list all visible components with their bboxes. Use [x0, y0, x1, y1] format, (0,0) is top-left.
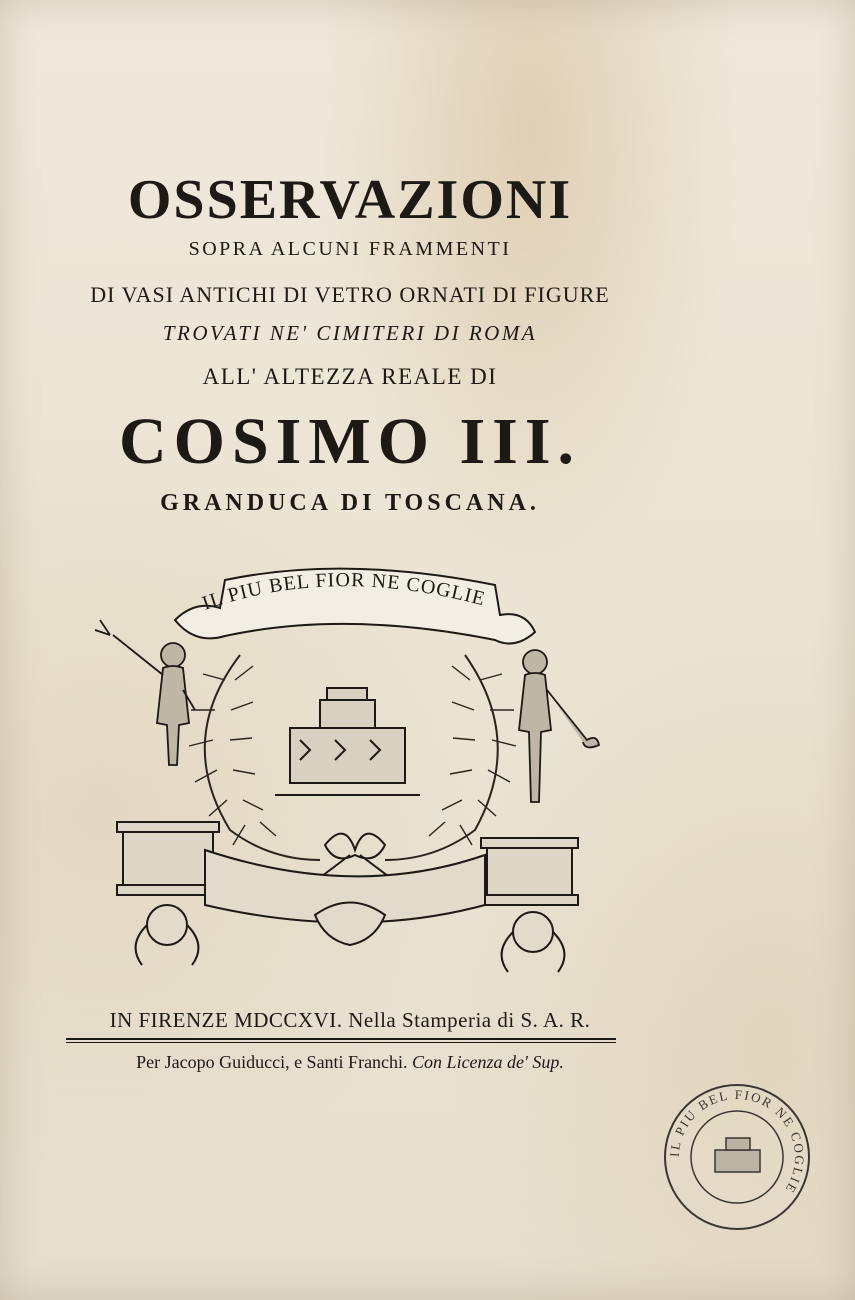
library-stamp-icon — [660, 1080, 815, 1235]
central-press-emblem — [275, 688, 420, 795]
imprint-license: Con Licenza de' Sup. — [412, 1052, 564, 1072]
stamp-legend: IL PIU BEL FIOR NE COGLIE — [666, 1086, 808, 1197]
subtitle-line-2: DI VASI ANTICHI DI VETRO ORNATI DI FIGURE — [90, 282, 610, 307]
right-statue — [519, 650, 599, 802]
imprint-printers: Per Jacopo Guiducci, e Santi Franchi. — [136, 1052, 408, 1072]
imprint-rule — [66, 1038, 616, 1040]
book-title: OSSERVAZIONI — [127, 169, 573, 231]
imprint-line-2 — [60, 1052, 640, 1073]
printers-device-vignette — [55, 560, 610, 980]
subtitle-line-1: SOPRA ALCUNI FRAMMENTI — [188, 238, 512, 260]
dedication-line: ALL' ALTEZZA REALE DI — [202, 364, 498, 389]
right-pedestal — [481, 838, 578, 905]
left-statue — [95, 620, 195, 765]
left-pedestal — [117, 822, 219, 895]
imprint-rule-thin — [66, 1042, 616, 1043]
dedicatee-name: COSIMO III. — [118, 405, 582, 478]
imprint-line-1: IN FIRENZE MDCCXVI. Nella Stamperia di S. A. R. — [109, 1008, 591, 1032]
dedicatee-title: GRANDUCA DI TOSCANA. — [160, 490, 540, 516]
subtitle-line-3: TROVATI NE' CIMITERI DI ROMA — [162, 321, 538, 345]
banner-motto: IL PIU BEL FIOR NE COGLIE — [199, 569, 488, 615]
